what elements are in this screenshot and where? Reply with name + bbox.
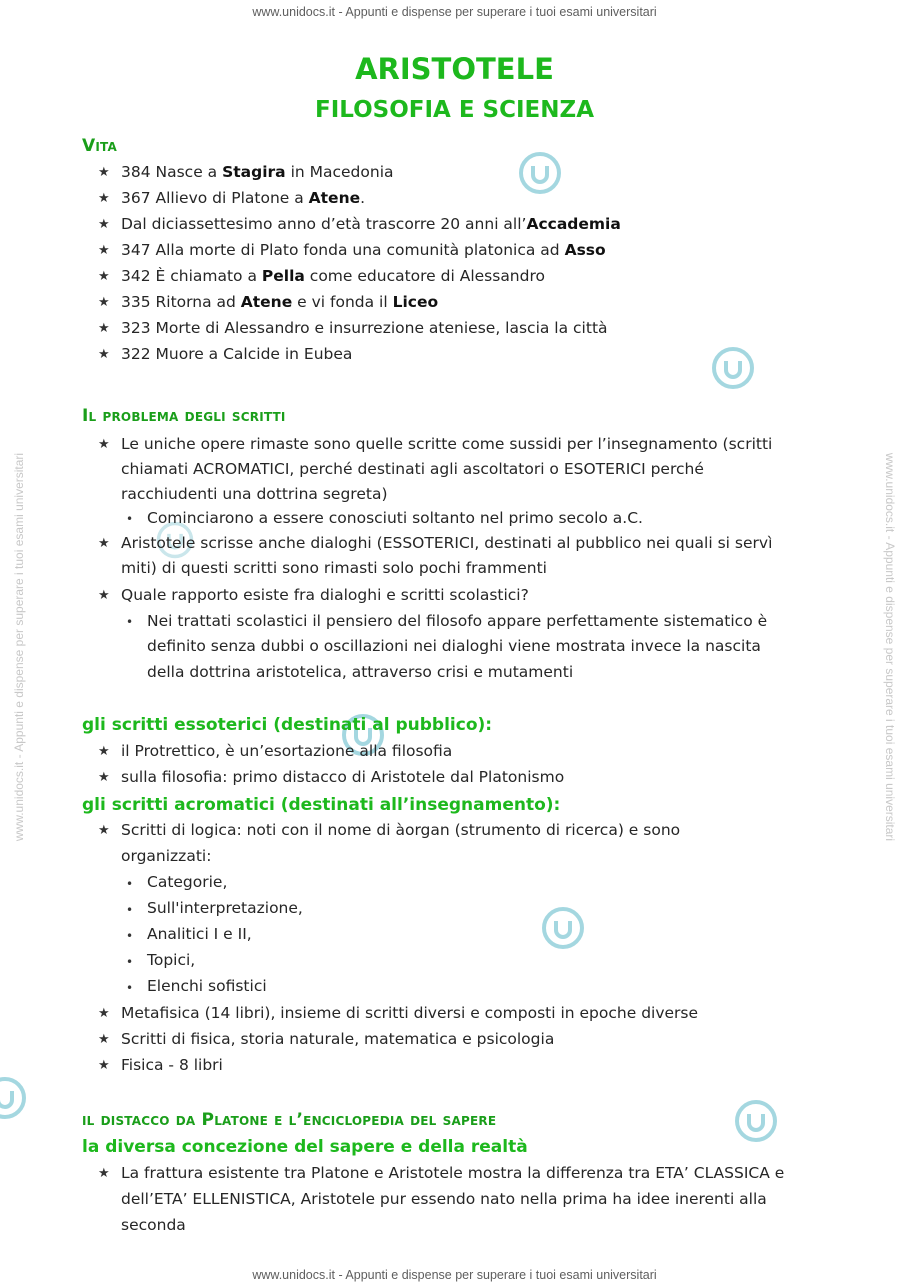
paragraph-line: dell’ETA’ ELLENISTICA, Aristotele pur essendo nato nella prima ha idee inerenti alla [121,1190,767,1208]
list-item: 367 Allievo di Platone a Atene. [121,189,366,207]
star-bullet-icon: ★ [98,243,110,258]
paragraph-line: organizzati: [121,847,212,865]
star-bullet-icon: ★ [98,1166,110,1181]
list-item: sulla filosofia: primo distacco di Aristotele dal Platonismo [121,768,565,786]
star-bullet-icon: ★ [98,823,110,838]
list-item: 323 Morte di Alessandro e insurrezione ateniese, lascia la città [121,319,608,337]
list-item: Categorie, [147,873,228,891]
list-item: Metafisica (14 libri), insieme di scritti diversi e composti in epoche diverse [121,1004,699,1022]
star-bullet-icon: ★ [98,1032,110,1047]
section-heading-distacco: il distacco da Platone e l’enciclopedia del sapere [82,1110,497,1130]
star-bullet-icon: ★ [98,770,110,785]
unidocs-logo-icon [0,1075,28,1121]
paragraph-line: definito senza dubbi o oscillazioni nei dialoghi viene mostrata invece la nascita [147,637,761,655]
watermark-vertical-left: www.unidocs.it - Appunti e dispense per superare i tuoi esami universitari [12,452,26,842]
paragraph-line: chiamati ACROMATICI, perché destinati agli ascoltatori o ESOTERICI perché [121,460,704,478]
subheading-concezione: la diversa concezione del sapere e della realtà [82,1137,528,1157]
paragraph-line: Nei trattati scolastici il pensiero del filosofo appare perfettamente sistematico è [147,612,768,630]
section-heading-vita: Vita [82,136,117,156]
unidocs-logo-icon [733,1098,779,1144]
dot-bullet-icon: • [126,877,134,891]
paragraph-line: Le uniche opere rimaste sono quelle scritte come sussidi per l’insegnamento (scritti [121,435,773,453]
watermark-banner-top: www.unidocs.it - Appunti e dispense per superare i tuoi esami universitari [252,5,657,19]
star-bullet-icon: ★ [98,165,110,180]
dot-bullet-icon: • [126,512,134,526]
dot-bullet-icon: • [126,955,134,969]
paragraph-line: miti) di questi scritti sono rimasti solo pochi frammenti [121,559,547,577]
page-title: ARISTOTELE [355,52,554,86]
watermark-vertical-right: www.unidocs.it - Appunti e dispense per superare i tuoi esami universitari [883,452,897,842]
list-item: Elenchi sofistici [147,977,267,995]
paragraph-line: racchiudenti una dottrina segreta) [121,485,388,503]
star-bullet-icon: ★ [98,321,110,336]
star-bullet-icon: ★ [98,744,110,759]
unidocs-logo-icon [710,345,756,391]
list-item: 384 Nasce a Stagira in Macedonia [121,163,394,181]
list-item: 347 Alla morte di Plato fonda una comunità platonica ad Asso [121,241,606,259]
paragraph-line: Cominciarono a essere conosciuti soltanto nel primo secolo a.C. [147,509,643,527]
list-item: Analitici I e II, [147,925,252,943]
star-bullet-icon: ★ [98,437,110,452]
star-bullet-icon: ★ [98,191,110,206]
list-item: il Protrettico, è un’esortazione alla filosofia [121,742,453,760]
watermark-banner-bottom: www.unidocs.it - Appunti e dispense per superare i tuoi esami universitari [252,1268,657,1282]
list-item: Scritti di fisica, storia naturale, matematica e psicologia [121,1030,555,1048]
paragraph-line: La frattura esistente tra Platone e Aristotele mostra la differenza tra ETA’ CLASSICA e [121,1164,785,1182]
star-bullet-icon: ★ [98,588,110,603]
dot-bullet-icon: • [126,903,134,917]
star-bullet-icon: ★ [98,1006,110,1021]
section-heading-scritti: Il problema degli scritti [82,406,286,426]
page-subtitle: FILOSOFIA E SCIENZA [314,97,594,123]
list-item: 335 Ritorna ad Atene e vi fonda il Liceo [121,293,439,311]
paragraph-line: Quale rapporto esiste fra dialoghi e scritti scolastici? [121,586,529,604]
star-bullet-icon: ★ [98,536,110,551]
list-item: 342 È chiamato a Pella come educatore di Alessandro [121,267,545,285]
list-item: 322 Muore a Calcide in Eubea [121,345,353,363]
list-item: Fisica - 8 libri [121,1056,223,1074]
unidocs-logo-icon [540,905,586,951]
dot-bullet-icon: • [126,615,134,629]
star-bullet-icon: ★ [98,1058,110,1073]
star-bullet-icon: ★ [98,269,110,284]
paragraph-line: della dottrina aristotelica, attraverso crisi e mutamenti [147,663,574,681]
list-item: Dal diciassettesimo anno d’età trascorre 20 anni all’Accademia [121,215,621,233]
paragraph-line: Aristotele scrisse anche dialoghi (ESSOTERICI, destinati al pubblico nei quali si servì [121,534,773,552]
star-bullet-icon: ★ [98,347,110,362]
list-item: Topici, [147,951,196,969]
subheading-acromatici: gli scritti acromatici (destinati all’insegnamento): [82,795,561,815]
dot-bullet-icon: • [126,981,134,995]
dot-bullet-icon: • [126,929,134,943]
list-item: Scritti di logica: noti con il nome di àorgan (strumento di ricerca) e sono [121,821,681,839]
star-bullet-icon: ★ [98,295,110,310]
paragraph-line: seconda [121,1216,186,1234]
subheading-essoterici: gli scritti essoterici (destinati al pubblico): [82,715,493,735]
star-bullet-icon: ★ [98,217,110,232]
unidocs-logo-icon [517,150,563,196]
list-item: Sull'interpretazione, [147,899,303,917]
